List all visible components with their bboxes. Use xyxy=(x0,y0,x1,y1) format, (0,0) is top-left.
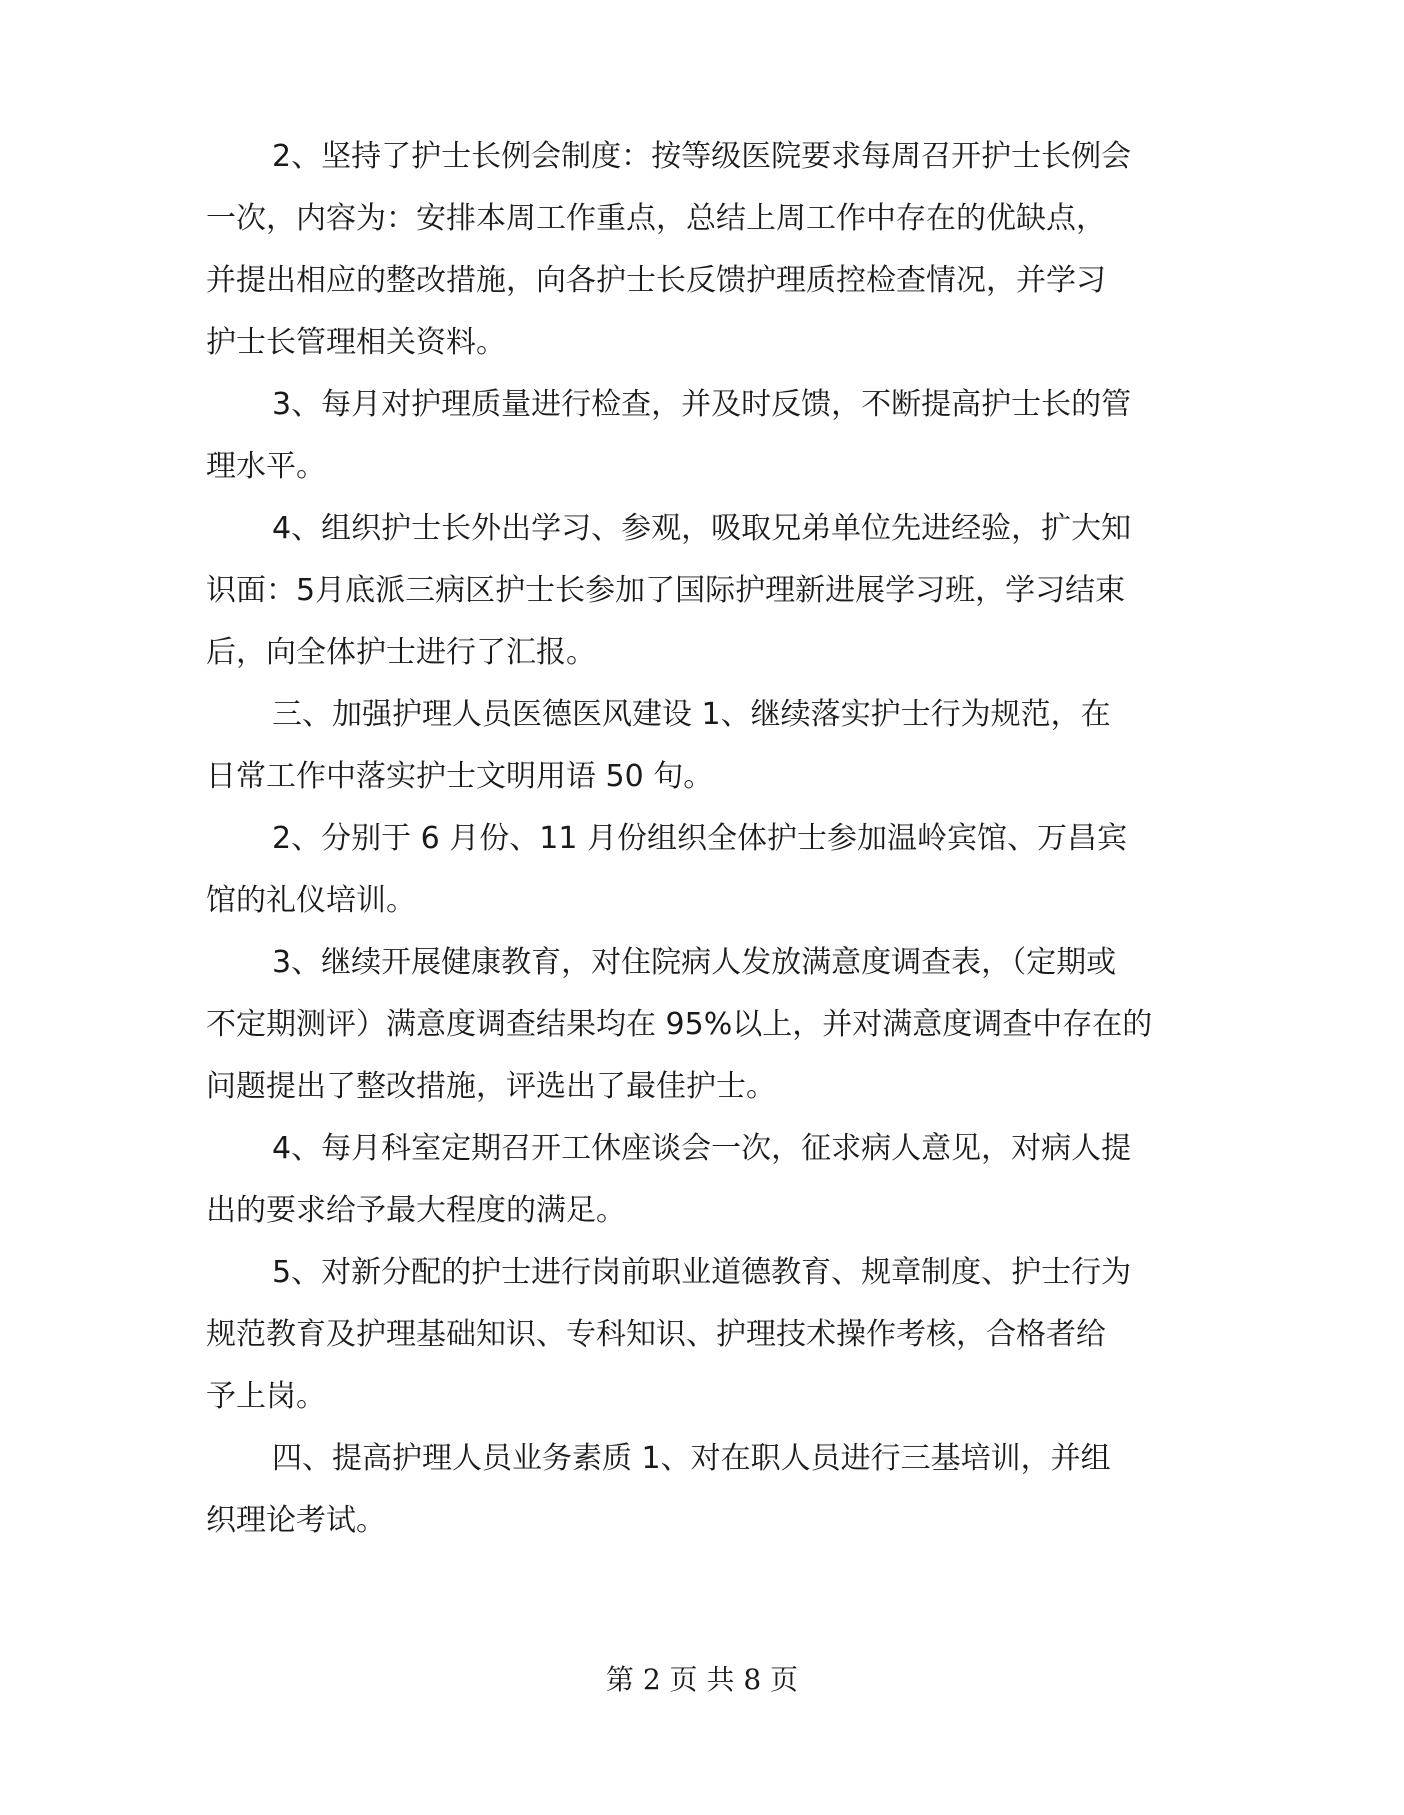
text-line: 予上岗。 xyxy=(206,1379,326,1414)
paragraph xyxy=(206,808,1206,932)
page-number-footer: 第 2 页 共 8 页 xyxy=(605,1663,799,1696)
text-line: 织理论考试。 xyxy=(206,1503,386,1538)
text-line: 4、每月科室定期召开工休座谈会一次，征求病人意见，对病人提 xyxy=(272,1131,1132,1166)
text-line: 一次，内容为：安排本周工作重点，总结上周工作中存在的优缺点， xyxy=(206,201,1106,236)
text-line: 护士长管理相关资料。 xyxy=(206,325,506,360)
paragraph xyxy=(206,932,1206,1118)
paragraph xyxy=(206,374,1206,498)
text-line: 四、提高护理人员业务素质 1、对在职人员进行三基培训，并组 xyxy=(272,1441,1111,1476)
paragraph xyxy=(206,1118,1206,1242)
text-line: 规范教育及护理基础知识、专科知识、护理技术操作考核，合格者给 xyxy=(206,1317,1106,1352)
text-line: 2、坚持了护士长例会制度：按等级医院要求每周召开护士长例会 xyxy=(272,139,1132,174)
text-line: 不定期测评）满意度调查结果均在 95%以上，并对满意度调查中存在的 xyxy=(206,1007,1153,1042)
text-line: 日常工作中落实护士文明用语 50 句。 xyxy=(206,759,714,794)
text-line: 识面：5月底派三病区护士长参加了国际护理新进展学习班，学习结束 xyxy=(206,573,1126,608)
text-line: 4、组织护士长外出学习、参观，吸取兄弟单位先进经验，扩大知 xyxy=(272,511,1132,546)
section-heading-paragraph xyxy=(206,684,1206,808)
paragraph xyxy=(206,1242,1206,1428)
text-line: 2、分别于 6 月份、11 月份组织全体护士参加温岭宾馆、万昌宾 xyxy=(272,821,1127,856)
text-line: 理水平。 xyxy=(206,449,326,484)
section-heading-paragraph xyxy=(206,1428,1206,1552)
text-line: 馆的礼仪培训。 xyxy=(206,883,416,918)
paragraph xyxy=(206,126,1206,374)
paragraph xyxy=(206,498,1206,684)
text-line: 5、对新分配的护士进行岗前职业道德教育、规章制度、护士行为 xyxy=(272,1255,1132,1290)
text-line: 后，向全体护士进行了汇报。 xyxy=(206,635,596,670)
text-line: 问题提出了整改措施，评选出了最佳护士。 xyxy=(206,1069,776,1104)
text-line: 并提出相应的整改措施，向各护士长反馈护理质控检查情况，并学习 xyxy=(206,263,1106,298)
text-line: 3、每月对护理质量进行检查，并及时反馈，不断提高护士长的管 xyxy=(272,387,1132,422)
text-line: 3、继续开展健康教育，对住院病人发放满意度调查表，（定期或 xyxy=(272,945,1117,980)
text-line: 三、加强护理人员医德医风建设 1、继续落实护士行为规范，在 xyxy=(272,697,1111,732)
text-line: 出的要求给予最大程度的满足。 xyxy=(206,1193,626,1228)
document-body xyxy=(206,126,1206,1552)
